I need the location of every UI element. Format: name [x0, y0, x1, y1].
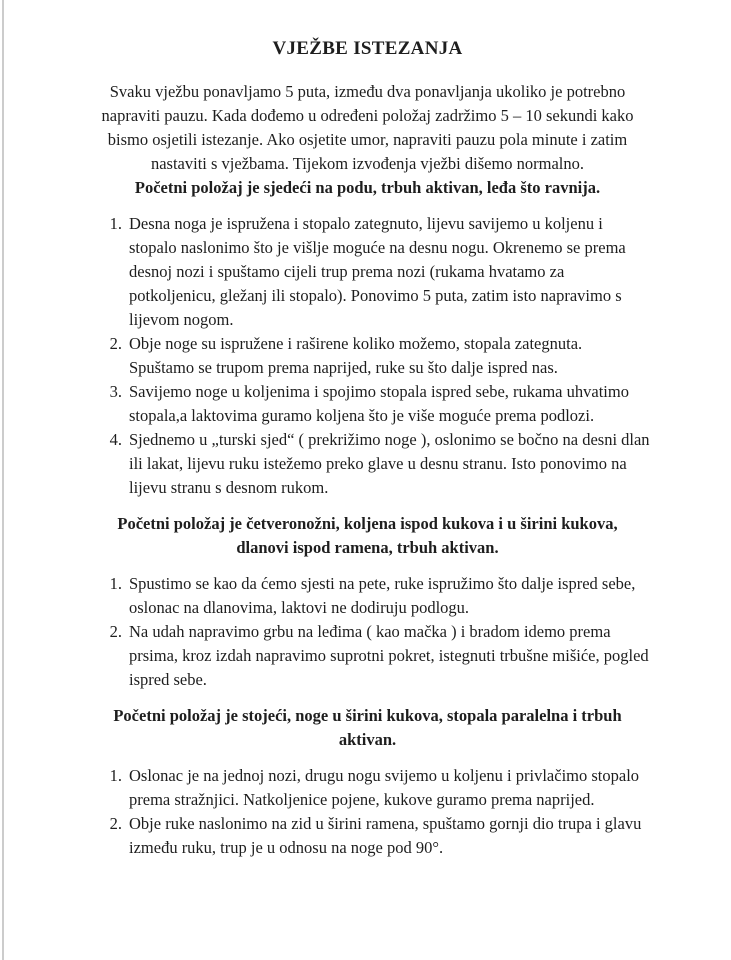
item-text: Na udah napravimo grbu na leđima ( kao mačka ) i bradom idemo prema prsima, kroz izdah napravimo suprotni pokret, istegnuti trbušne mišiće, pogled ispred sebe. — [129, 622, 649, 689]
item-text: Obje ruke naslonimo na zid u širini ramena, spuštamo gornji dio trupa i glavu između ruku, trup je u odnosu na noge pod 90°. — [129, 814, 642, 857]
item-number: 3. — [109, 382, 122, 401]
intro-paragraph: Svaku vježbu ponavljamo 5 puta, između dva ponavljanja ukoliko je potrebno napraviti pauzu. Kada dođemo u određeni položaj zadržimo 5 – 10 sekundi kako bismo osjetili istezanje. Ako osjetite umor, napraviti pauzu pola minute i zatim nastaviti s vježbama. Tijekom izvođenja vježbi dišemo normalno. — [101, 82, 634, 173]
list-item — [96, 764, 651, 812]
page-left-edge — [2, 0, 4, 960]
item-number: 2. — [109, 814, 122, 833]
item-text: Oslonac je na jednoj nozi, drugu nogu svijemo u koljenu i privlačimo stopalo prema stražnjici. Natkoljenice pojene, kukove guramo prema naprijed. — [129, 766, 640, 809]
item-number: 1. — [109, 766, 122, 785]
item-number: 2. — [109, 622, 122, 641]
exercise-list-sitting — [84, 212, 651, 500]
list-item — [96, 380, 651, 428]
item-text: Sjednemo u „turski sjed“ ( prekrižimo noge ), oslonimo se bočno na desni dlan ili lakat, lijevu ruku istežemo preko glave u desnu stranu. Isto ponovimo na lijevu stranu s desnom rukom. — [129, 430, 650, 497]
list-item — [96, 428, 651, 500]
item-text: Desna noga je ispružena i stopalo zategnuto, lijevu savijemo u koljenu i stopalo naslonimo što je višlje moguće na desnu nogu. Okrenemo se prema desnoj nozi i spuštamo cijeli trup prema nozi (rukama hvatamo za potkoljenicu, gležanj ili stopalo). Ponovimo 5 puta, zatim isto napravimo s lijevom nogom. — [129, 214, 626, 329]
list-item — [96, 620, 651, 692]
list-item — [96, 812, 651, 860]
section-heading-standing: Početni položaj je stojeći, noge u širini kukova, stopala paralelna i trbuh aktivan. — [113, 706, 622, 749]
section-heading-sitting: Početni položaj je sjedeći na podu, trbuh aktivan, leđa što ravnija. — [134, 178, 601, 197]
section-heading-quadruped: Početni položaj je četveronožni, koljena ispod kukova i u širini kukova, dlanovi ispod ramena, trbuh aktivan. — [117, 514, 618, 557]
item-text: Savijemo noge u koljenima i spojimo stopala ispred sebe, rukama uhvatimo stopala,a laktovima guramo koljena što je više moguće prema podlozi. — [129, 382, 629, 425]
page-title: VJEŽBE ISTEZANJA — [272, 38, 463, 59]
item-text: Obje noge su ispružene i raširene koliko možemo, stopala zategnuta. Spuštamo se trupom prema naprijed, ruke su što dalje ispred nas. — [129, 334, 583, 377]
item-text: Spustimo se kao da ćemo sjesti na pete, ruke ispružimo što dalje ispred sebe, oslonac na dlanovima, laktovi ne dodiruju podlogu. — [129, 574, 636, 617]
item-number: 1. — [109, 214, 122, 233]
list-item — [96, 212, 651, 332]
exercise-list-standing — [84, 764, 651, 860]
item-number: 4. — [109, 430, 122, 449]
list-item — [96, 332, 651, 380]
exercise-list-quadruped — [84, 572, 651, 692]
item-number: 1. — [109, 574, 122, 593]
list-item — [96, 572, 651, 620]
item-number: 2. — [109, 334, 122, 353]
